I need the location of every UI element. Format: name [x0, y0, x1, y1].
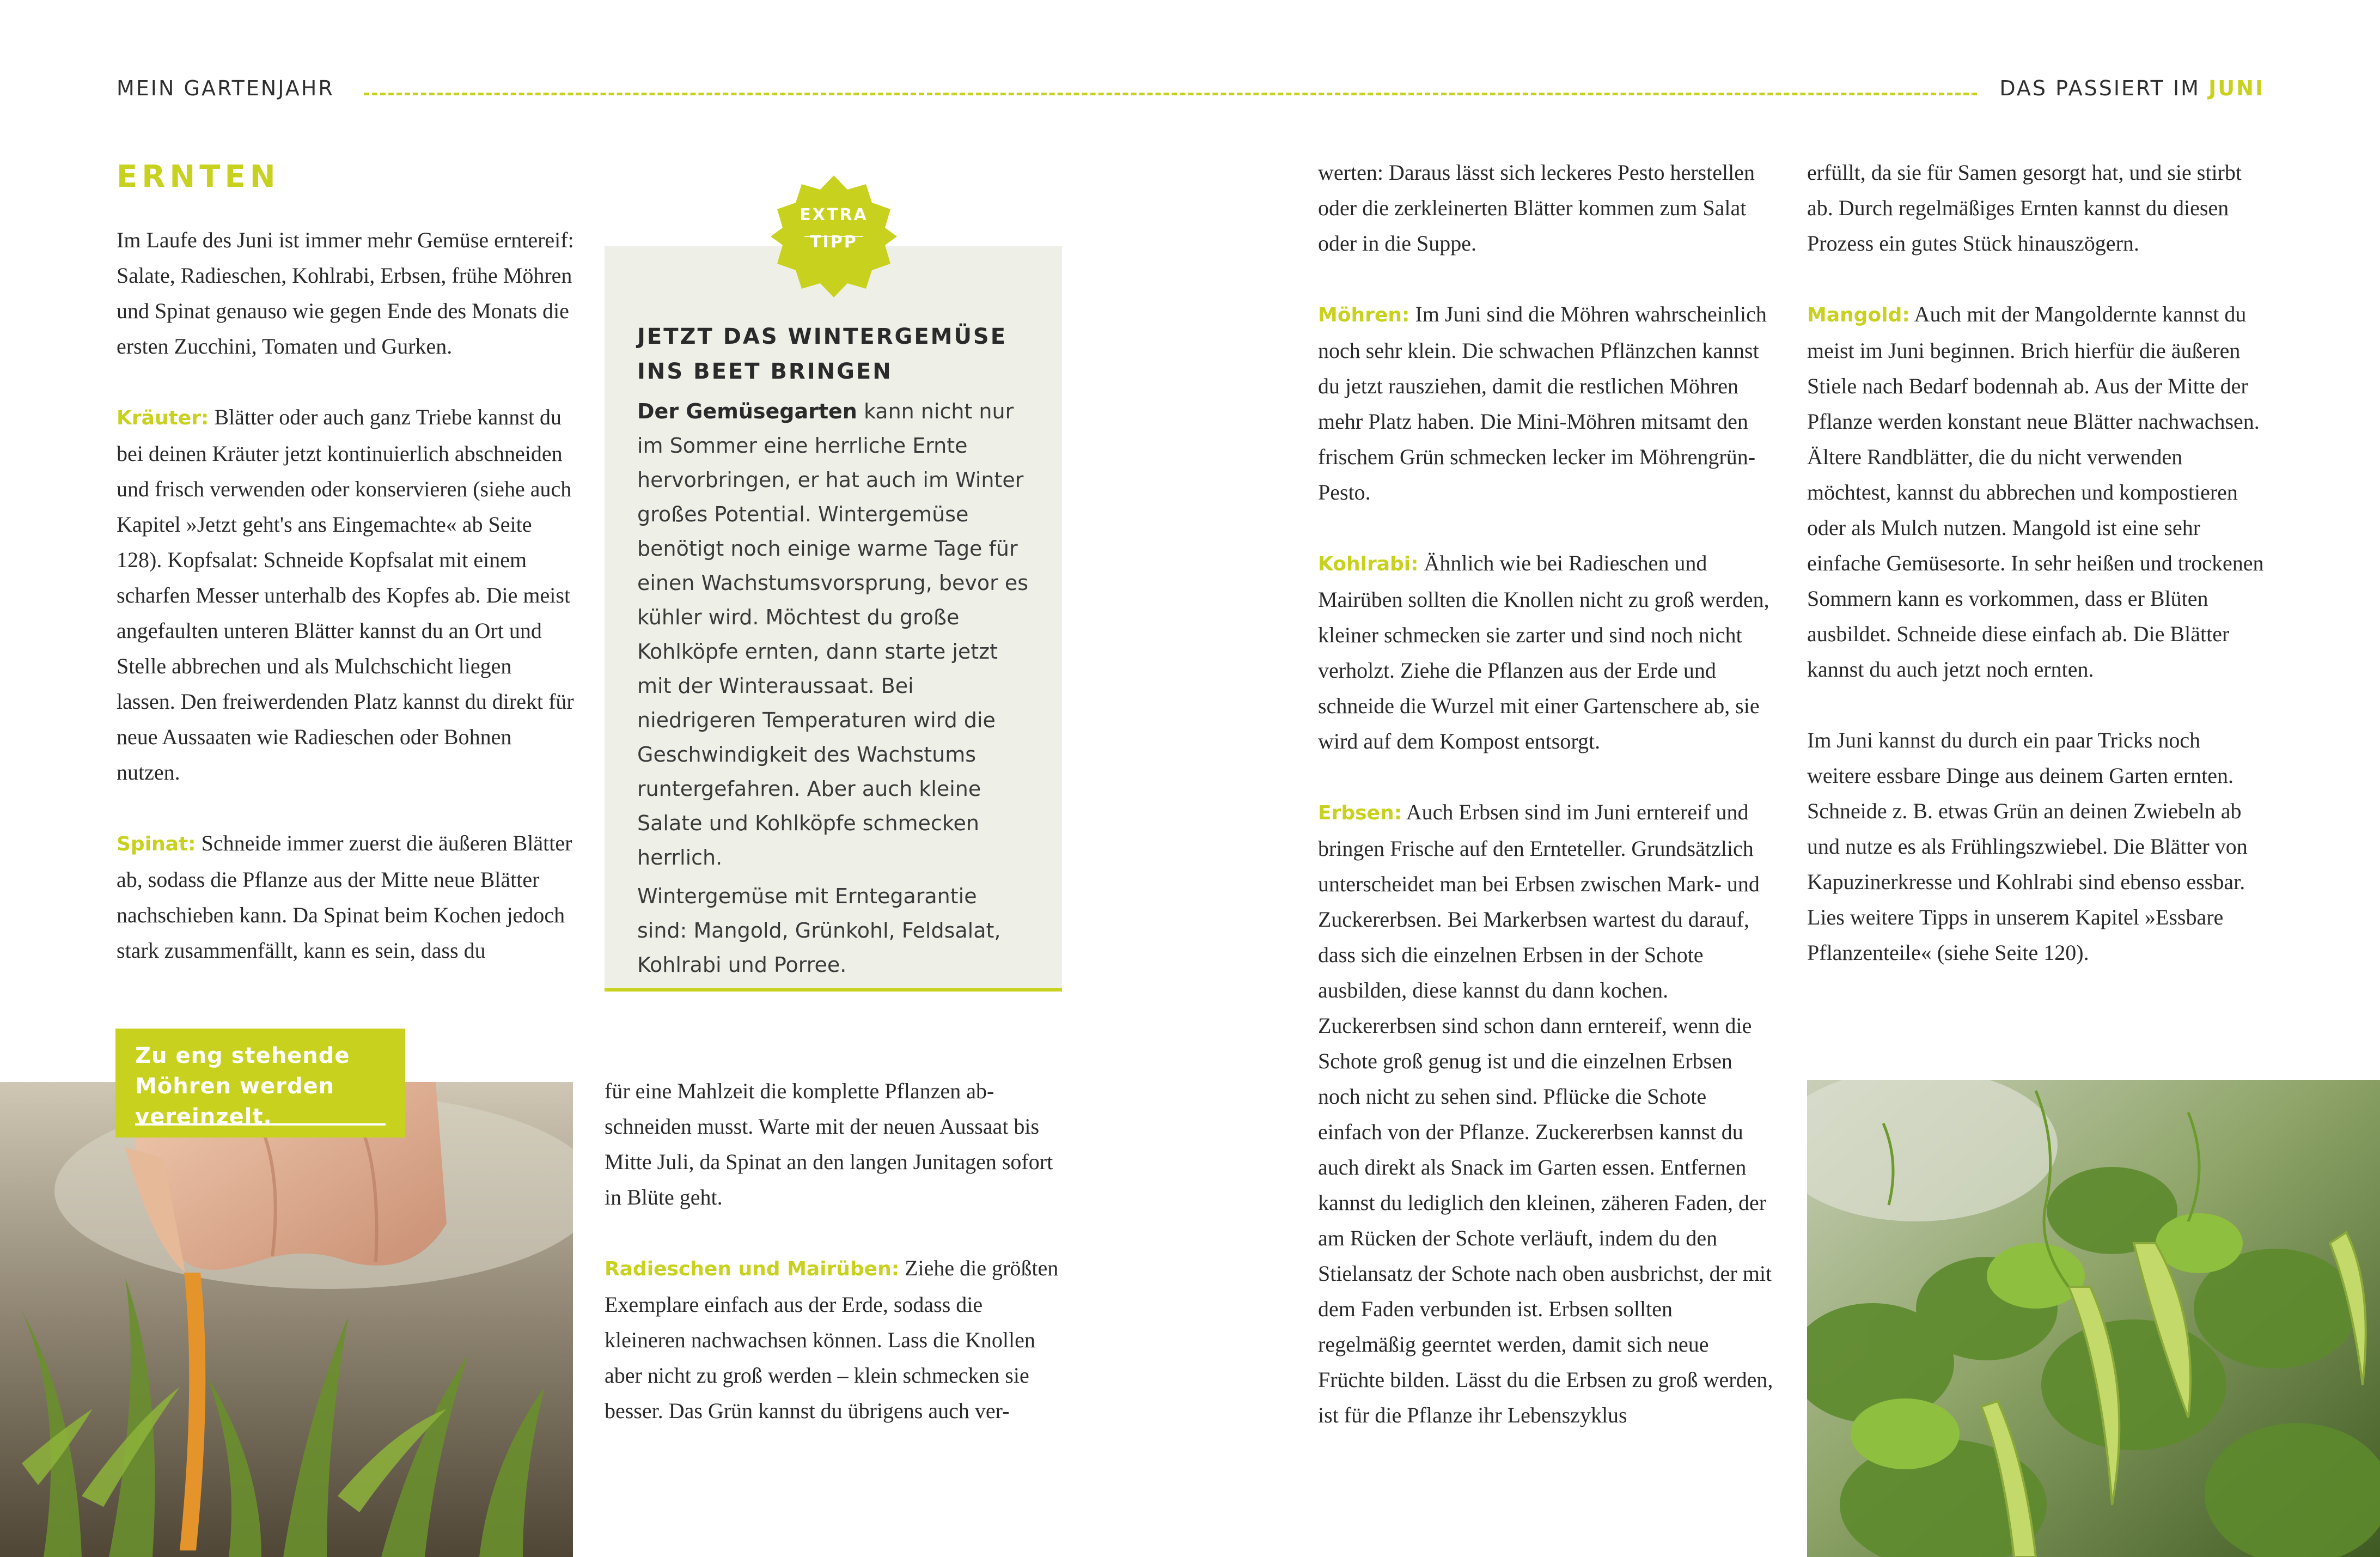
radieschen-term: Radieschen und Mairüben: — [605, 1258, 900, 1280]
column-3 — [1318, 155, 1775, 1433]
header-dashed-rule — [364, 93, 1977, 95]
kohlrabi-paragraph — [1318, 545, 1775, 759]
tricks-paragraph: Im Juni kannst du durch ein paar Tricks noch weitere essbare Dinge aus deinem Garten ernten. Schneide z. B. etwas Grün an deinen Zwiebeln ab und nutze es als Frühlingszwiebel. Die Blätter von Kapuzinerkresse und Kohlrabi sind ebenso essbar. Lies weitere Tipps in unserem Kapitel »Essbare Pflanzenteile« (siehe Seite 120). — [1807, 728, 2248, 965]
tip-body-text: kann nicht nur im Sommer eine herrliche Ernte hervorbringen, er hat auch im Winter großes Potential. Wintergemüse benötigt noch einige warme Tage für einen Wachstumsvorsprung, bevor es kühler wird. Möchtest du große Kohlköpfe ernten, dann starte jetzt mit der Winteraussaat. Bei niedrigeren Temperaturen wird die Geschwindigkeit des Wachstums runtergefahren. Aber auch kleine Salate und Kohlköpfe schmecken herrlich. — [637, 399, 1029, 869]
radieschen-continuation: werten: Daraus lässt sich leckeres Pesto herstellen oder die zerkleinerten Blätter kommen zum Salat oder in die Suppe. — [1318, 160, 1755, 256]
erbsen-paragraph — [1318, 794, 1775, 1433]
kraeuter-term: Kräuter: — [117, 407, 209, 429]
radieschen-paragraph — [605, 1250, 1062, 1428]
photo-caption: Zu eng stehende Möhren werden vereinzelt. — [135, 1043, 350, 1129]
tip-body — [637, 394, 1029, 875]
erbsen-continuation: erfüllt, da sie für Samen gesorgt hat, und sie stirbt ab. Durch regelmäßiges Ernten kannst du diesen Prozess ein gutes Stück hinauszögern. — [1807, 160, 2242, 256]
spinat-paragraph — [117, 825, 574, 968]
erbsen-term: Erbsen: — [1318, 802, 1402, 824]
running-header-left: MEIN GARTENJAHR — [117, 76, 334, 100]
column-4 — [1807, 155, 2265, 970]
erbsen-text: Auch Erbsen sind im Juni erntereif und bringen Frische auf den Ernteteller. Grundsätzlich unterscheidet man bei Erbsen zwischen Mark- und Zuckererbsen. Bei Markerbsen wartest du darauf, dass sich die einzelnen Erbsen in der Schote ausbilden, diese kannst du dann kochen. Zuckererbsen sind schon dann erntereif, wenn die Schote groß genug ist und die einzelnen Erbsen noch nicht zu sehen sind. Pflücke die Schote einfach von der Pflanze. Zuckererbsen kannst du auch direkt als Snack im Garten essen. Entfernen kannst du lediglich den kleinen, zäheren Faden, der am Rücken der Schote verläuft, indem du den Stielansatz der Schote nach oben ausbrichst, der mit dem Faden verbunden ist. Erbsen sollten regelmäßig geerntet werden, damit sich neue Früchte bilden. Lässt du die Erbsen zu groß werden, ist für die Pflanze ihr Lebenszyklus — [1318, 800, 1773, 1427]
tip-body-2: Wintergemüse mit Erntegarantie sind: Mangold, Grünkohl, Feldsalat, Kohlrabi und Porree. — [637, 884, 1001, 977]
header-right-prefix: DAS PASSIERT IM — [1999, 76, 2200, 100]
moehren-term: Möhren: — [1318, 304, 1410, 326]
kraeuter-paragraph — [117, 399, 574, 790]
mangold-paragraph — [1807, 296, 2265, 687]
tip-title: JETZT DAS WINTERGEMÜSE INS BEET BRINGEN — [637, 324, 1008, 384]
moehren-paragraph — [1318, 296, 1775, 510]
kohlrabi-term: Kohlrabi: — [1318, 553, 1419, 575]
spinat-continuation: für eine Mahlzeit die komplette Pflanzen abschneiden musst. Warte mit der neuen Aussaat bis Mitte Juli, da Spinat an den langen Junitagen sofort in Blüte geht. — [605, 1079, 1053, 1209]
spinat-term: Spinat: — [117, 833, 196, 855]
moehren-text: Im Juni sind die Möhren wahrscheinlich noch sehr klein. Die schwachen Pflänzchen kannst du jetzt rausziehen, damit die restlichen Möhren mehr Platz haben. Die Mini-Möhren mitsamt den frischem Grün schmecken lecker im Möhrengrün-Pesto. — [1318, 302, 1767, 504]
intro-paragraph: Im Laufe des Juni ist immer mehr Gemüse erntereif: Salate, Radieschen, Kohlrabi, Erbsen, frühe Möhren und Spinat genauso wie gegen Ende des Monats die ersten Zucchini, Tomaten und Gurken. — [117, 228, 574, 358]
photo-caption-box — [115, 1029, 405, 1138]
spinat-text: Schneide immer zuerst die äußeren Blätter ab, sodass die Pflanze aus der Mitte neue Blätter nachschieben kann. Da Spinat beim Kochen jedoch stark zusammenfällt, kann es sein, dass du — [117, 831, 572, 963]
column-1 — [117, 222, 574, 968]
section-title: ERNTEN — [117, 159, 280, 194]
badge-line-1: EXTRA — [800, 205, 868, 224]
running-header-right — [1999, 76, 2265, 100]
badge-label — [771, 202, 897, 256]
extra-tip-box — [605, 246, 1062, 992]
badge-line-2: TIPP — [810, 233, 858, 252]
tip-body-bold: Der Gemüsegarten — [637, 399, 857, 423]
pea-pods-photo — [1807, 1080, 2380, 1557]
mangold-term: Mangold: — [1807, 304, 1910, 326]
caption-rule — [135, 1123, 386, 1126]
kraeuter-text: Blätter oder auch ganz Triebe kannst du bei deinen Kräuter jetzt kontinuierlich abschneiden und frisch verwenden oder konservieren (siehe auch Kapitel »Jetzt geht's ans Eingemachte« ab Seite 128). Kopfsalat: Schneide Kopfsalat mit einem scharfen Messer unterhalb des Kopfes ab. Die meist angefaulten unteren Blätter kannst du an Ort und Stelle abbrechen und als Mulchschicht liegen lassen. Den freiwerdenden Platz kannst du direkt für neue Aussaaten wie Radieschen oder Bohnen nutzen. — [117, 405, 574, 784]
carrot-thinning-photo — [0, 1082, 573, 1557]
header-month: JUNI — [2208, 76, 2265, 100]
kohlrabi-text: Ähnlich wie bei Radieschen und Mairüben sollten die Knollen nicht zu groß werden, kleiner schmecken sie zarter und sind noch nicht verholzt. Ziehe die Pflanzen aus der Erde und schneide die Wurzel mit einer Gartenschere ab, sie wird auf dem Kompost entsorgt. — [1318, 551, 1769, 753]
radieschen-text: Ziehe die größten Exemplare einfach aus der Erde, sodass die kleineren nachwachsen können. Lass die Knollen aber nicht zu groß werden – klein schmecken sie besser. Das Grün kannst du übrigens auch ver- — [605, 1256, 1059, 1423]
mangold-text: Auch mit der Mangoldernte kannst du meist im Juni beginnen. Brich hierfür die äußeren Stiele nach Bedarf bodennah ab. Aus der Mitte der Pflanze werden konstant neue Blätter nachwachsen. Ältere Randblätter, die du nicht verwenden möchtest, kannst du abbrechen und kompostieren oder als Mulch nutzen. Mangold ist eine sehr einfache Gemüsesorte. In sehr heißen und trockenen Sommern kann es vorkommen, dass er Blüten ausbildet. Schneide diese einfach ab. Die Blätter kannst du auch jetzt noch ernten. — [1807, 302, 2264, 682]
column-2 — [605, 1073, 1062, 1428]
